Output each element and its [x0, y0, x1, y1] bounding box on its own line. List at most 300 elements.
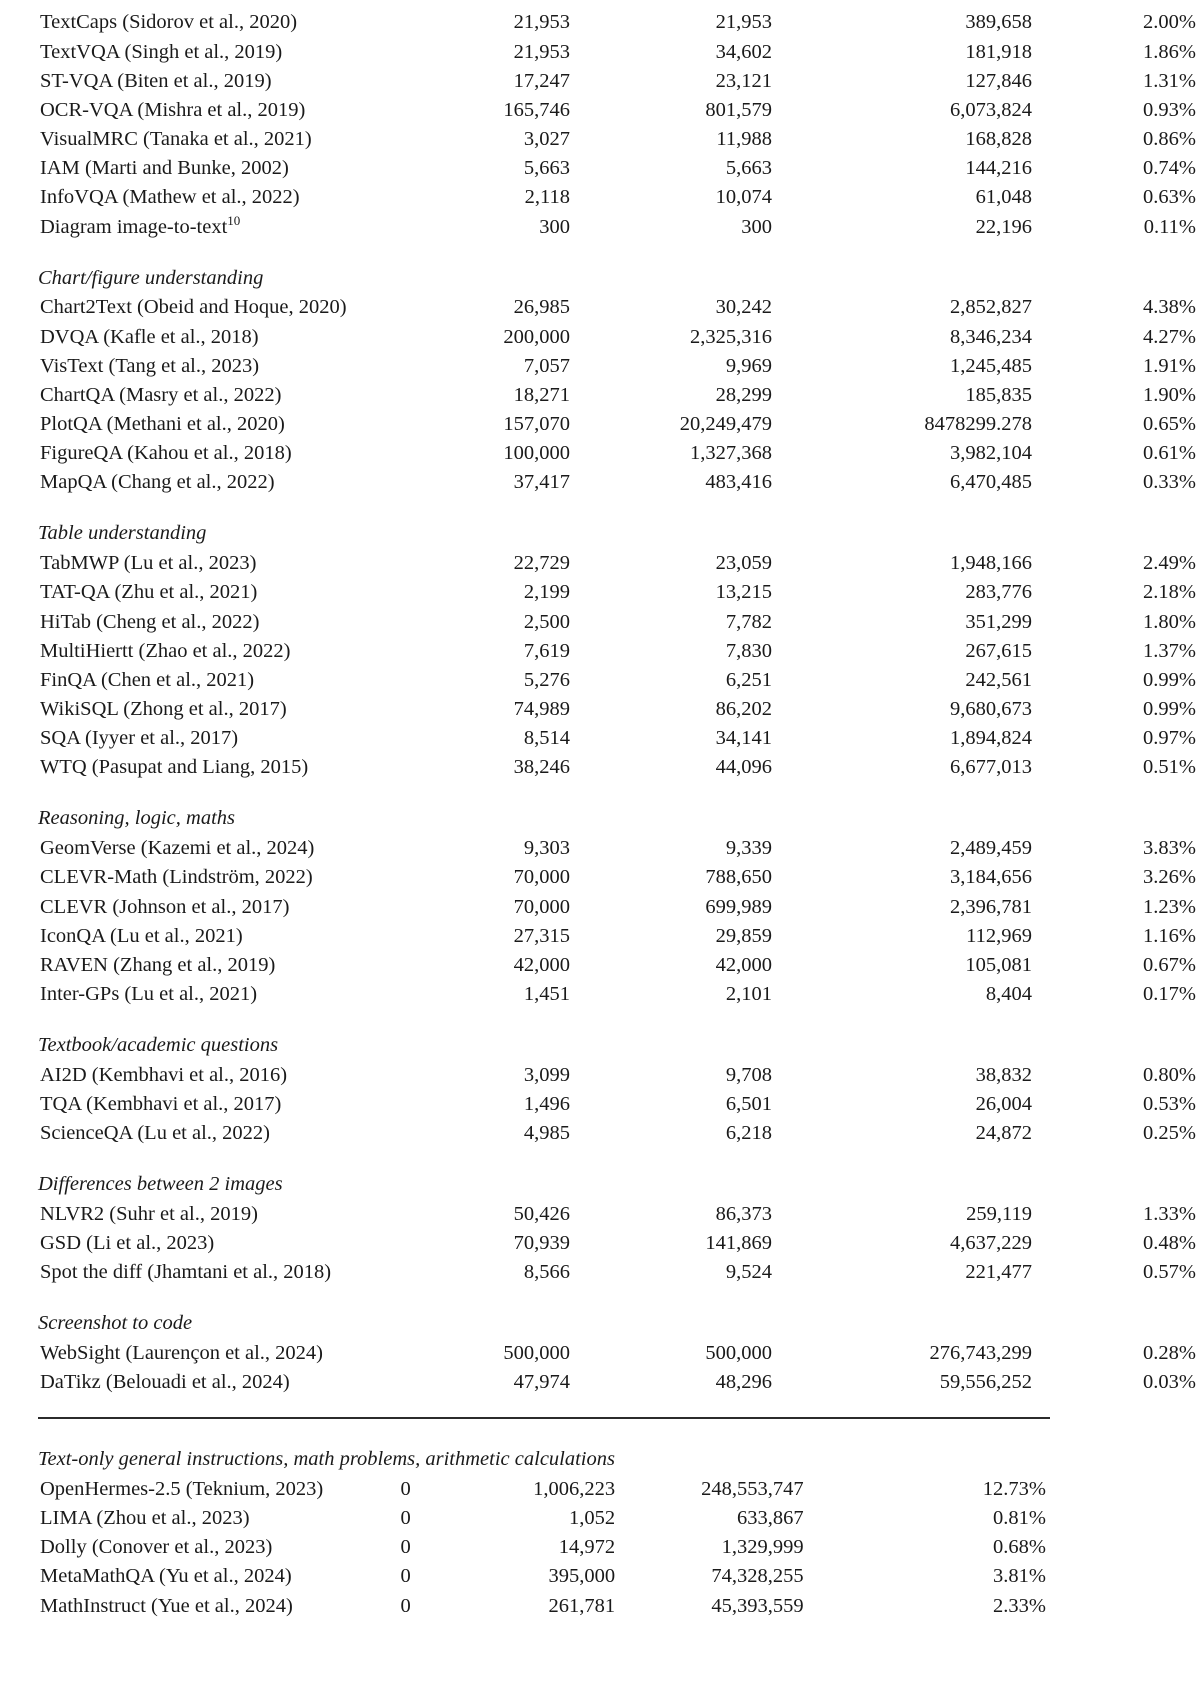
images-count-cell: 70,000 [513, 866, 570, 889]
dataset-name: Inter-GPs (Lu et al., 2021) [40, 983, 258, 1006]
table-row [38, 724, 1200, 753]
qa-pairs-count-cell: 34,602 [715, 40, 772, 63]
percent-total-cell: 3.26% [1143, 866, 1196, 889]
percent-total-cell: 0.65% [1143, 413, 1196, 436]
table-row [38, 293, 1200, 322]
tokens-count-cell: 1,329,999 [721, 1536, 804, 1559]
dataset-name: IconQA (Lu et al., 2021) [40, 924, 243, 947]
dataset-name-cell [38, 980, 420, 1009]
table-row [38, 212, 1200, 241]
tokens-count-cell: 283,776 [965, 581, 1032, 604]
images-count-cell: 21,953 [513, 11, 570, 34]
qa-pairs-count-cell: 21,953 [715, 11, 772, 34]
tokens-count-cell: 2,852,827 [950, 296, 1032, 319]
images-count-cell: 3,099 [523, 1063, 570, 1086]
dataset-name-cell [38, 753, 420, 782]
qa-pairs-count-cell: 86,202 [715, 698, 772, 721]
table-row [38, 410, 1200, 439]
tokens-count-cell: 3,184,656 [950, 866, 1032, 889]
percent-total-cell: 1.80% [1143, 610, 1196, 633]
table-section-heading: Differences between 2 images [38, 1173, 283, 1195]
dataset-name: Diagram image-to-text [40, 215, 228, 238]
dataset-name: FinQA (Chen et al., 2021) [40, 668, 255, 691]
table-row [38, 1258, 1200, 1287]
dataset-name-cell [38, 921, 420, 950]
percent-total-cell: 2.18% [1143, 581, 1196, 604]
dataset-name: TextVQA (Singh et al., 2019) [40, 40, 283, 63]
qa-pairs-count-cell: 1,052 [569, 1506, 616, 1529]
percent-total-cell: 1.37% [1143, 639, 1196, 662]
images-count-cell: 26,985 [513, 296, 570, 319]
qa-pairs-count-cell: 44,096 [715, 756, 772, 779]
table-row [38, 8, 1200, 37]
dataset-name-cell [38, 892, 420, 921]
images-count-cell: 27,315 [513, 924, 570, 947]
dataset-name-cell [38, 66, 420, 95]
images-count-cell: 47,974 [513, 1371, 570, 1394]
dataset-name-cell [38, 1591, 293, 1620]
qa-pairs-count-cell: 13,215 [715, 581, 772, 604]
percent-total-cell: 1.23% [1143, 895, 1196, 918]
tokens-count-cell: 45,393,559 [711, 1594, 804, 1617]
qa-pairs-count-cell: 29,859 [715, 924, 772, 947]
qa-pairs-count-cell: 9,524 [725, 1261, 772, 1284]
tokens-count-cell: 6,073,824 [950, 98, 1032, 121]
dataset-name: MapQA (Chang et al., 2022) [40, 471, 275, 494]
tokens-count-cell: 112,969 [966, 924, 1032, 947]
percent-total-cell: 1.31% [1143, 69, 1196, 92]
dataset-name: OCR-VQA (Mishra et al., 2019) [40, 98, 306, 121]
percent-total-cell: 4.27% [1143, 325, 1196, 348]
qa-pairs-count-cell: 23,059 [715, 552, 772, 575]
dataset-name: TQA (Kembhavi et al., 2017) [40, 1092, 282, 1115]
percent-total-cell: 0.81% [993, 1506, 1046, 1529]
table-row [38, 468, 1200, 497]
dataset-name-cell [38, 549, 420, 578]
table-section-heading: Text-only general instructions, math problems, arithmetic calculations [38, 1447, 615, 1470]
percent-total-cell: 0.17% [1143, 983, 1196, 1006]
qa-pairs-count-cell: 20,249,479 [679, 413, 772, 436]
images-count-cell: 21,953 [513, 40, 570, 63]
table-row [38, 1229, 1200, 1258]
qa-pairs-count-cell: 141,869 [705, 1232, 772, 1255]
table-row [38, 951, 1200, 980]
dataset-name: VisText (Tang et al., 2023) [40, 354, 260, 377]
images-count-cell: 165,746 [503, 98, 570, 121]
percent-total-cell: 0.93% [1143, 98, 1196, 121]
dataset-name: DVQA (Kafle et al., 2018) [40, 325, 259, 348]
qa-pairs-count-cell: 2,325,316 [690, 325, 772, 348]
qa-pairs-count-cell: 10,074 [715, 186, 772, 209]
tokens-count-cell: 8,404 [985, 983, 1032, 1006]
qa-pairs-count-cell: 7,782 [725, 610, 772, 633]
qa-pairs-count-cell: 86,373 [715, 1202, 772, 1225]
table-row [38, 1533, 1050, 1562]
images-count-cell: 74,989 [513, 698, 570, 721]
images-count-cell: 70,000 [513, 895, 570, 918]
dataset-name: HiTab (Cheng et al., 2022) [40, 610, 260, 633]
table-row [38, 1090, 1200, 1119]
tokens-count-cell: 38,832 [975, 1063, 1032, 1086]
dataset-name-cell [38, 1258, 420, 1287]
dataset-name-cell [38, 724, 420, 753]
tokens-count-cell: 74,328,255 [711, 1565, 804, 1588]
images-count-cell: 1,451 [523, 983, 570, 1006]
table-row [38, 1060, 1200, 1089]
dataset-table-upper [38, 8, 1200, 1397]
dataset-name-cell [38, 607, 420, 636]
dataset-name-cell [38, 951, 420, 980]
tokens-count-cell: 351,299 [965, 610, 1032, 633]
tokens-count-cell: 248,553,747 [701, 1477, 804, 1500]
dataset-name: ScienceQA (Lu et al., 2022) [40, 1122, 270, 1145]
dataset-name: OpenHermes-2.5 (Teknium, 2023) [40, 1477, 324, 1500]
dataset-name-cell [38, 1339, 420, 1368]
percent-total-cell: 0.25% [1143, 1122, 1196, 1145]
table-section-heading-row [38, 1287, 1200, 1339]
dataset-name-cell [38, 381, 420, 410]
tokens-count-cell: 2,489,459 [950, 837, 1032, 860]
percent-total-cell: 12.73% [982, 1477, 1046, 1500]
dataset-name: Chart2Text (Obeid and Hoque, 2020) [40, 296, 347, 319]
percent-total-cell: 0.63% [1143, 186, 1196, 209]
dataset-name-cell [38, 1368, 420, 1397]
images-count-cell: 1,496 [523, 1092, 570, 1115]
dataset-name: FigureQA (Kahou et al., 2018) [40, 442, 292, 465]
dataset-name: TabMWP (Lu et al., 2023) [40, 552, 257, 575]
images-count-cell: 38,246 [513, 756, 570, 779]
table-row [38, 1562, 1050, 1591]
dataset-name-cell [38, 1090, 420, 1119]
table-section-heading: Table understanding [38, 522, 207, 545]
tokens-count-cell: 221,477 [965, 1261, 1032, 1284]
images-count-cell: 0 [400, 1594, 411, 1617]
qa-pairs-count-cell: 1,327,368 [690, 442, 772, 465]
dataset-name-cell [38, 834, 420, 863]
table-row [38, 381, 1200, 410]
table-row [38, 578, 1200, 607]
dataset-name-cell [38, 351, 420, 380]
tokens-count-cell: 144,216 [965, 157, 1032, 180]
tokens-count-cell: 61,048 [975, 186, 1032, 209]
table-row [38, 636, 1200, 665]
percent-total-cell: 2.33% [993, 1594, 1046, 1617]
table-row [38, 183, 1200, 212]
tokens-count-cell: 1,948,166 [950, 552, 1032, 575]
dataset-name-cell [38, 1474, 324, 1503]
dataset-name: DaTikz (Belouadi et al., 2024) [40, 1371, 290, 1394]
table-section-heading-row [38, 1148, 1200, 1200]
qa-pairs-count-cell: 23,121 [715, 69, 772, 92]
dataset-name-cell [38, 695, 420, 724]
percent-total-cell: 0.48% [1143, 1232, 1196, 1255]
dataset-table-lower [38, 1423, 1050, 1620]
tokens-count-cell: 2,396,781 [950, 895, 1032, 918]
tokens-count-cell: 3,982,104 [950, 442, 1032, 465]
qa-pairs-count-cell: 483,416 [705, 471, 772, 494]
dataset-name-cell [38, 439, 420, 468]
tokens-count-cell: 242,561 [965, 668, 1032, 691]
percent-total-cell: 0.99% [1143, 668, 1196, 691]
dataset-name-cell [38, 578, 420, 607]
images-count-cell: 70,939 [513, 1232, 570, 1255]
images-count-cell: 5,276 [523, 668, 570, 691]
dataset-name-cell [38, 183, 420, 212]
percent-total-cell: 0.28% [1143, 1341, 1196, 1364]
dataset-name: MathInstruct (Yue et al., 2024) [40, 1594, 293, 1617]
dataset-name: WTQ (Pasupat and Liang, 2015) [40, 756, 309, 779]
tokens-count-cell: 127,846 [965, 69, 1032, 92]
tokens-count-cell: 276,743,299 [929, 1341, 1032, 1364]
images-count-cell: 0 [400, 1477, 411, 1500]
qa-pairs-count-cell: 788,650 [705, 866, 772, 889]
dataset-name: NLVR2 (Suhr et al., 2019) [40, 1202, 258, 1225]
images-count-cell: 37,417 [513, 471, 570, 494]
tokens-count-cell: 267,615 [965, 639, 1032, 662]
dataset-name-cell [38, 125, 420, 154]
dataset-name: InfoVQA (Mathew et al., 2022) [40, 186, 300, 209]
qa-pairs-count-cell: 500,000 [705, 1341, 772, 1364]
dataset-name: GeomVerse (Kazemi et al., 2024) [40, 837, 315, 860]
percent-total-cell: 1.86% [1143, 40, 1196, 63]
images-count-cell: 5,663 [523, 157, 570, 180]
images-count-cell: 0 [400, 1536, 411, 1559]
table-section-heading-row [38, 782, 1200, 834]
dataset-name-cell [38, 212, 420, 241]
qa-pairs-count-cell: 801,579 [705, 98, 772, 121]
percent-total-cell: 3.81% [993, 1565, 1046, 1588]
qa-pairs-count-cell: 300 [741, 215, 772, 238]
images-count-cell: 2,199 [523, 581, 570, 604]
table-section-heading: Reasoning, logic, maths [38, 807, 236, 830]
dataset-name: Spot the diff (Jhamtani et al., 2018) [40, 1261, 332, 1284]
table-body-lower [38, 1423, 1050, 1620]
dataset-name: CLEVR (Johnson et al., 2017) [40, 895, 290, 918]
dataset-name-cell [38, 1200, 420, 1229]
percent-total-cell: 0.80% [1143, 1063, 1196, 1086]
images-count-cell: 8,566 [523, 1261, 570, 1284]
tokens-count-cell: 22,196 [975, 215, 1032, 238]
images-count-cell: 4,985 [523, 1122, 570, 1145]
table-horizontal-rule [38, 1417, 1050, 1419]
table-row [38, 1591, 1050, 1620]
dataset-name-cell [38, 1504, 250, 1533]
dataset-name: AI2D (Kembhavi et al., 2016) [40, 1063, 288, 1086]
table-body-upper [38, 8, 1200, 1397]
percent-total-cell: 3.83% [1143, 837, 1196, 860]
dataset-name: ST-VQA (Biten et al., 2019) [40, 69, 272, 92]
qa-pairs-count-cell: 2,101 [725, 983, 772, 1006]
table-row [38, 921, 1200, 950]
table-row [38, 834, 1200, 863]
table-row [38, 892, 1200, 921]
tokens-count-cell: 633,867 [736, 1506, 804, 1529]
dataset-name: WikiSQL (Zhong et al., 2017) [40, 698, 287, 721]
table-section-heading-row [38, 242, 1200, 294]
tokens-count-cell: 24,872 [975, 1122, 1032, 1145]
table-section-heading-row [38, 497, 1200, 549]
images-count-cell: 42,000 [513, 953, 570, 976]
percent-total-cell: 0.53% [1143, 1092, 1196, 1115]
percent-total-cell: 0.03% [1143, 1371, 1196, 1394]
table-row [38, 549, 1200, 578]
tokens-count-cell: 1,894,824 [950, 727, 1032, 750]
dataset-name: GSD (Li et al., 2023) [40, 1232, 215, 1255]
dataset-name: MetaMathQA (Yu et al., 2024) [40, 1565, 292, 1588]
percent-total-cell: 4.38% [1143, 296, 1196, 319]
tokens-count-cell: 6,677,013 [950, 756, 1032, 779]
qa-pairs-count-cell: 30,242 [715, 296, 772, 319]
images-count-cell: 22,729 [513, 552, 570, 575]
dataset-name-cell [38, 322, 420, 351]
percent-total-cell: 0.33% [1143, 471, 1196, 494]
images-count-cell: 100,000 [503, 442, 570, 465]
qa-pairs-count-cell: 9,969 [725, 354, 772, 377]
dataset-name: WebSight (Laurençon et al., 2024) [40, 1341, 323, 1364]
percent-total-cell: 0.99% [1143, 698, 1196, 721]
images-count-cell: 500,000 [503, 1341, 570, 1364]
table-section-heading-row [38, 1009, 1200, 1061]
images-count-cell: 200,000 [503, 325, 570, 348]
qa-pairs-count-cell: 9,708 [725, 1063, 772, 1086]
images-count-cell: 50,426 [513, 1202, 570, 1225]
dataset-name-cell [38, 666, 420, 695]
table-row [38, 322, 1200, 351]
qa-pairs-count-cell: 6,218 [725, 1122, 772, 1145]
dataset-name-cell [38, 8, 420, 37]
percent-total-cell: 1.33% [1143, 1202, 1196, 1225]
qa-pairs-count-cell: 42,000 [715, 953, 772, 976]
table-row [38, 1368, 1200, 1397]
qa-pairs-count-cell: 1,006,223 [533, 1477, 616, 1500]
qa-pairs-count-cell: 699,989 [705, 895, 772, 918]
tokens-count-cell: 9,680,673 [950, 698, 1032, 721]
table-row [38, 1200, 1200, 1229]
qa-pairs-count-cell: 7,830 [725, 639, 772, 662]
dataset-name-cell [38, 37, 420, 66]
images-count-cell: 2,118 [524, 186, 570, 209]
dataset-name: LIMA (Zhou et al., 2023) [40, 1506, 250, 1529]
qa-pairs-count-cell: 14,972 [558, 1536, 616, 1559]
images-count-cell: 2,500 [523, 610, 570, 633]
qa-pairs-count-cell: 28,299 [715, 383, 772, 406]
table-row [38, 1119, 1200, 1148]
dataset-name: MultiHiertt (Zhao et al., 2022) [40, 639, 291, 662]
dataset-name-cell [38, 410, 420, 439]
tokens-count-cell: 389,658 [965, 11, 1032, 34]
images-count-cell: 8,514 [523, 727, 570, 750]
table-section-heading: Textbook/academic questions [38, 1033, 279, 1056]
dataset-name: Dolly (Conover et al., 2023) [40, 1536, 273, 1559]
table-row [38, 666, 1200, 695]
tokens-count-cell: 26,004 [975, 1092, 1032, 1115]
tokens-count-cell: 181,918 [965, 40, 1032, 63]
table-row [38, 439, 1200, 468]
dataset-name-cell [38, 468, 420, 497]
dataset-name: VisualMRC (Tanaka et al., 2021) [40, 128, 312, 151]
percent-total-cell: 1.90% [1143, 383, 1196, 406]
percent-total-cell: 0.51% [1143, 756, 1196, 779]
qa-pairs-count-cell: 9,339 [725, 837, 772, 860]
percent-total-cell: 0.97% [1143, 727, 1196, 750]
dataset-name-cell [38, 154, 420, 183]
dataset-name-cell [38, 636, 420, 665]
percent-total-cell: 2.00% [1143, 11, 1196, 34]
images-count-cell: 0 [400, 1506, 411, 1529]
images-count-cell: 18,271 [513, 383, 570, 406]
table-row [38, 607, 1200, 636]
tokens-count-cell: 1,245,485 [950, 354, 1032, 377]
dataset-name-cell [38, 1229, 420, 1258]
dataset-name: TAT-QA (Zhu et al., 2021) [40, 581, 258, 604]
table-row [38, 125, 1200, 154]
table-row [38, 753, 1200, 782]
tokens-count-cell: 185,835 [965, 383, 1032, 406]
tokens-count-cell: 6,470,485 [950, 471, 1032, 494]
dataset-name: RAVEN (Zhang et al., 2019) [40, 953, 276, 976]
percent-total-cell: 0.74% [1143, 157, 1196, 180]
dataset-name-cell [38, 1060, 420, 1089]
dataset-name-cell [38, 96, 420, 125]
images-count-cell: 7,057 [523, 354, 570, 377]
percent-total-cell: 1.16% [1143, 924, 1196, 947]
qa-pairs-count-cell: 11,988 [716, 128, 772, 151]
images-count-cell: 9,303 [523, 837, 570, 860]
dataset-name-cell [38, 1562, 292, 1591]
dataset-name-cell [38, 863, 420, 892]
images-count-cell: 300 [539, 215, 570, 238]
table-row [38, 96, 1200, 125]
qa-pairs-count-cell: 34,141 [715, 727, 772, 750]
dataset-name: ChartQA (Masry et al., 2022) [40, 383, 282, 406]
percent-total-cell: 0.86% [1143, 128, 1196, 151]
table-row [38, 980, 1200, 1009]
tokens-count-cell: 105,081 [965, 953, 1032, 976]
percent-total-cell: 0.61% [1143, 442, 1196, 465]
dataset-name: SQA (Iyyer et al., 2017) [40, 727, 239, 750]
percent-total-cell: 0.11% [1143, 215, 1196, 238]
percent-total-cell: 0.57% [1143, 1261, 1196, 1284]
dataset-name: PlotQA (Methani et al., 2020) [40, 413, 285, 436]
tokens-count-cell: 259,119 [966, 1202, 1032, 1225]
images-count-cell: 0 [400, 1565, 411, 1588]
table-section-heading: Chart/figure understanding [38, 266, 264, 289]
qa-pairs-count-cell: 5,663 [725, 157, 772, 180]
percent-total-cell: 0.68% [993, 1536, 1046, 1559]
table-row [38, 1504, 1050, 1533]
table-row [38, 351, 1200, 380]
qa-pairs-count-cell: 48,296 [715, 1371, 772, 1394]
dataset-name-cell [38, 1533, 273, 1562]
table-row [38, 863, 1200, 892]
dataset-name-cell [38, 1119, 420, 1148]
table-row [38, 37, 1200, 66]
percent-total-cell: 2.49% [1143, 552, 1196, 575]
table-row [38, 1339, 1200, 1368]
table-row [38, 1474, 1050, 1503]
tokens-count-cell: 8,346,234 [950, 325, 1032, 348]
table-row [38, 154, 1200, 183]
dataset-name: CLEVR-Math (Lindström, 2022) [40, 866, 313, 889]
dataset-name: TextCaps (Sidorov et al., 2020) [40, 11, 298, 34]
qa-pairs-count-cell: 395,000 [548, 1565, 616, 1588]
tokens-count-cell: 4,637,229 [950, 1232, 1032, 1255]
table-row [38, 66, 1200, 95]
qa-pairs-count-cell: 261,781 [548, 1594, 616, 1617]
images-count-cell: 7,619 [523, 639, 570, 662]
tokens-count-cell: 59,556,252 [939, 1371, 1032, 1394]
table-row [38, 695, 1200, 724]
